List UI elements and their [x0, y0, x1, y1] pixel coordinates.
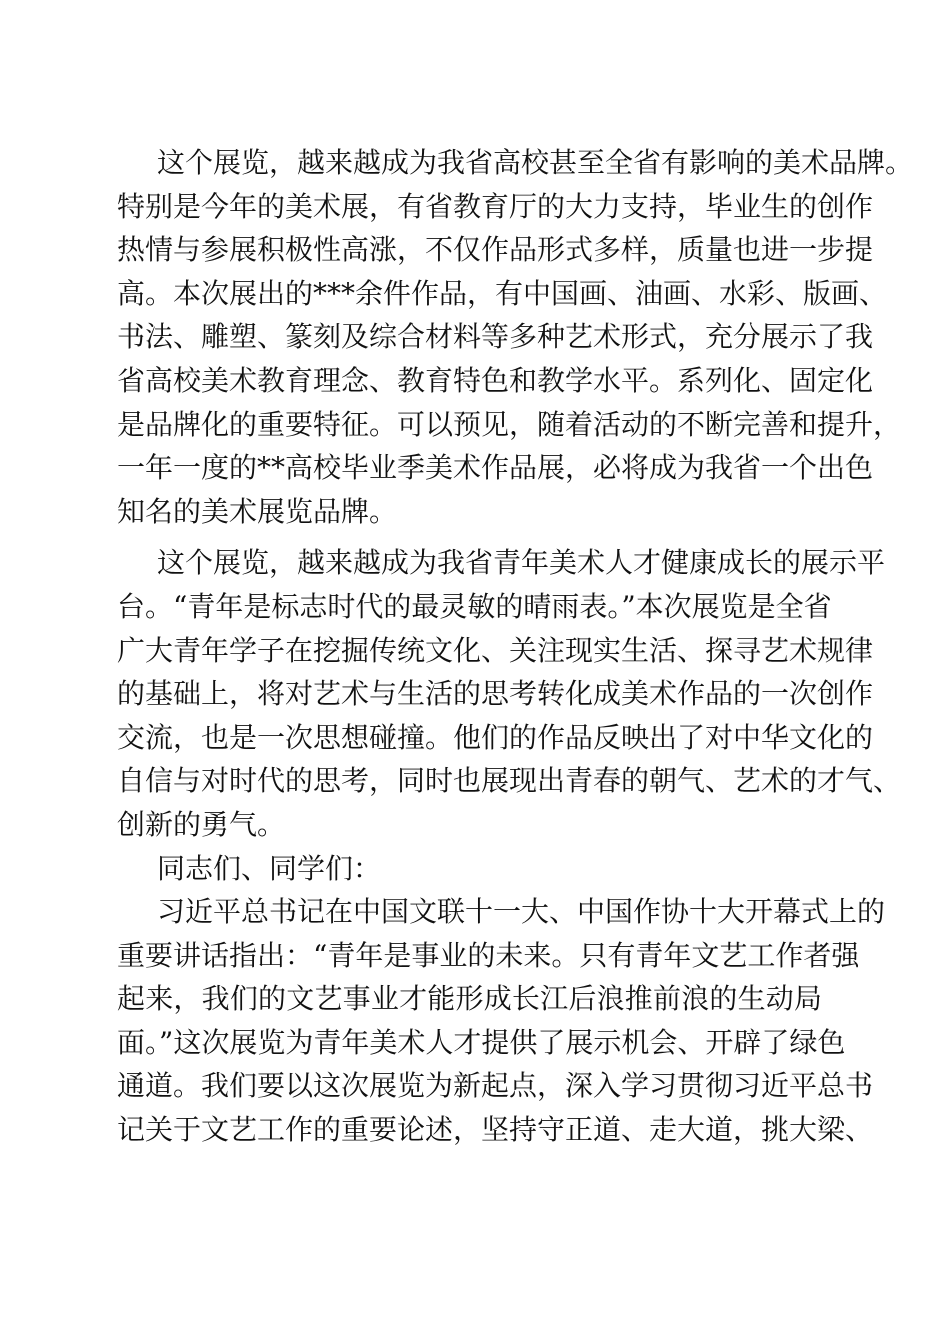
text-line: 重要讲话指出：“青年是事业的未来。只有青年文艺工作者强: [117, 938, 860, 972]
text-line: 广大青年学子在挖掘传统文化、关注现实生活、探寻艺术规律: [117, 633, 874, 667]
text-line: 习近平总书记在中国文联十一大、中国作协十大开幕式上的: [157, 895, 886, 929]
paragraph: [117, 541, 902, 846]
text-line: 高。本次展出的***余件作品，有中国画、油画、水彩、版画、: [117, 276, 888, 310]
paragraph: [117, 847, 857, 891]
text-line: 通道。我们要以这次展览为新起点，深入学习贯彻习近平总书: [117, 1069, 874, 1103]
text-line: 交流，也是一次思想碰撞。他们的作品反映出了对中华文化的: [117, 720, 874, 754]
text-line: 热情与参展积极性高涨，不仅作品形式多样，质量也进一步提: [117, 233, 874, 267]
paragraph: [117, 141, 914, 533]
paragraph: [117, 890, 886, 1152]
text-line: 省高校美术教育理念、教育特色和教学水平。系列化、固定化: [117, 363, 874, 397]
text-line: 书法、雕塑、篆刻及综合材料等多种艺术形式，充分展示了我: [117, 320, 874, 354]
text-line: 这个展览，越来越成为我省青年美术人才健康成长的展示平: [157, 546, 886, 580]
text-line: 知名的美术展览品牌。: [117, 494, 398, 528]
text-line: 同志们、同学们：: [157, 851, 382, 885]
text-line: 起来，我们的文艺事业才能形成长江后浪推前浪的生动局: [117, 982, 822, 1016]
text-line: 面。”这次展览为青年美术人才提供了展示机会、开辟了绿色: [117, 1025, 846, 1059]
text-line: 的基础上，将对艺术与生活的思考转化成美术作品的一次创作: [117, 677, 874, 711]
text-line: 这个展览，越来越成为我省高校甚至全省有影响的美术品牌。: [157, 146, 914, 179]
text-line: 自信与对时代的思考，同时也展现出青春的朝气、艺术的才气、: [117, 764, 902, 798]
text-line: 台。“青年是标志时代的最灵敏的晴雨表。”本次展览是全省: [117, 589, 832, 623]
document-body: [117, 141, 914, 1152]
text-line: 是品牌化的重要特征。可以预见，随着活动的不断完善和提升，: [117, 407, 902, 441]
text-line: 特别是今年的美术展，有省教育厅的大力支持，毕业生的创作: [117, 189, 874, 223]
text-line: 记关于文艺工作的重要论述，坚持守正道、走大道，挑大梁、: [117, 1113, 874, 1147]
text-line: 创新的勇气。: [117, 807, 286, 841]
text-line: 一年一度的**高校毕业季美术作品展，必将成为我省一个出色: [117, 451, 874, 485]
